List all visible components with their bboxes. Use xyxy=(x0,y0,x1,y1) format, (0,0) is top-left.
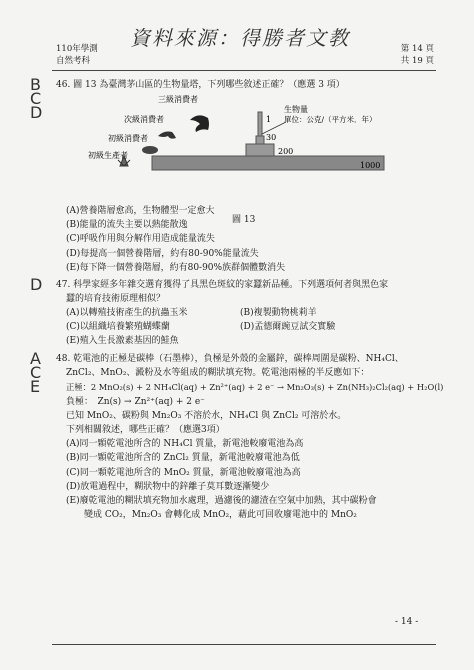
figure-caption: 圖 13 xyxy=(232,215,256,225)
question-48-ask: 下列相關敘述，哪些正確？（應選3項） xyxy=(66,425,225,436)
q48-option-d: (D)放電過程中，糊狀物中的鋅離子莫耳數逐漸變少 xyxy=(66,481,270,492)
label-tertiary: 三級消費者 xyxy=(158,95,198,104)
footer-rule xyxy=(52,644,436,645)
value-tertiary: 1 xyxy=(266,115,272,124)
margin-note-q47: D xyxy=(30,275,43,294)
subject-name: 自然考科 xyxy=(56,56,91,66)
q46-option-b: (B)能量的流失主要以熱能散逸 xyxy=(66,220,188,231)
bird-icon xyxy=(158,132,176,139)
q46-option-a: (A)營養階層愈高，生物體型一定愈大 xyxy=(66,206,215,216)
biomass-pyramid-figure xyxy=(80,94,390,208)
q47-option-e: (E)殖入生長激素基因的鮭魚 xyxy=(66,336,179,346)
q48-option-e: (E)廢乾電池的糊狀填充物加水處理，過濾後的濾渣在空氣中加熱，其中碳粉會 xyxy=(66,496,377,507)
margin-note-q46: B C D xyxy=(30,75,43,122)
rodent-icon xyxy=(142,146,158,154)
label-unit: 單位：公克/（平方米．年） xyxy=(284,115,377,124)
q46-option-d: (D)每提高一個營養階層，約有80-90%能量流失 xyxy=(66,248,259,259)
label-primary: 初級消費者 xyxy=(108,134,148,143)
bar-primary xyxy=(246,144,274,156)
bar-producer xyxy=(152,156,384,170)
value-primary: 200 xyxy=(278,147,294,156)
question-47 xyxy=(56,278,388,306)
bar-tertiary xyxy=(258,112,262,136)
q47-option-a: (A)以轉殖技術產生的抗蟲玉米 xyxy=(66,308,188,318)
q46-option-c: (C)呼吸作用與分解作用造成能量流失 xyxy=(66,234,215,245)
page-number: 第 14 頁 xyxy=(400,44,434,54)
q48-option-a: (A)同一顆乾電池所含的 NH₄Cl 質量，新電池較廢電池為高 xyxy=(66,439,304,450)
q47-option-d: (D)孟德爾豌豆試交實驗 xyxy=(240,322,336,332)
q46-option-e: (E)每下降一個營養階層，約有80-90%族群個體數消失 xyxy=(66,262,286,273)
q48-option-b: (B)同一顆乾電池所含的 ZnCl₂ 質量，新電池較廢電池為低 xyxy=(66,453,300,464)
q47-option-c: (C)以組織培養繁殖蝴蝶蘭 xyxy=(66,322,170,332)
handwritten-source: 資料來源：得勝者文教 xyxy=(130,26,350,50)
question-48 xyxy=(56,352,444,522)
question-47-options xyxy=(66,306,366,348)
question-46-stem: 46. 圖 13 為臺灣茅山區的生物量塔，下列哪些敘述正確？（應選 3 項） xyxy=(56,80,345,90)
footer-page-number: - 14 - xyxy=(395,617,419,627)
label-biomass: 生物量 xyxy=(284,105,308,114)
header-left xyxy=(56,43,98,67)
q47-option-b: (B)複製動物桃莉羊 xyxy=(240,308,317,318)
label-producer: 初級生產者 xyxy=(88,151,128,160)
eagle-icon xyxy=(190,115,209,132)
q48-option-c: (C)同一顆乾電池所含的 MnO₂ 質量，新電池較廢電池為高 xyxy=(66,467,301,478)
page-total: 共 19 頁 xyxy=(400,56,434,66)
label-secondary: 次級消費者 xyxy=(124,115,164,124)
margin-note-q48: A C E xyxy=(30,349,42,396)
question-47-stem-1: 47. 科學家經多年雜交選育獲得了具黑色斑紋的家蠶新品種。下列選項何者與黑色家 xyxy=(56,280,389,290)
bar-secondary xyxy=(256,136,264,144)
value-producer: 1000 xyxy=(360,161,381,170)
question-48-line-1: 48. 乾電池的正極是碳棒（石墨棒），負極是外殼的金屬鋅，碳棒周圍是碳粉、NH₄Cl、 xyxy=(56,354,404,364)
q48-option-e-cont: 變成 CO₂，Mn₂O₃ 會轉化成 MnO₂，藉此可回收廢電池中的 MnO₂ xyxy=(84,510,357,521)
known-solubility: 已知 MnO₂、碳粉與 Mn₂O₃ 不溶於水，NH₄Cl 與 ZnCl₂ 可溶於水。 xyxy=(66,410,347,421)
question-47-stem-2: 蠶的培育技術原理相似？ xyxy=(66,294,166,304)
positive-electrode-equation: 正極：2 MnO₂(s) + 2 NH₄Cl(aq) + Zn²⁺(aq) + 2 e⁻ → Mn₂O₃(s) + Zn(NH₃)₂Cl₂(aq) + H₂O(l) xyxy=(66,382,444,393)
question-46 xyxy=(56,78,345,92)
question-48-line-2: ZnCl₂、MnO₂、澱粉及水等組成的糊狀填充物。乾電池兩極的半反應如下： xyxy=(66,368,370,379)
header-rule xyxy=(52,70,436,71)
exam-name: 110年學測 xyxy=(56,44,98,54)
header-right xyxy=(401,43,434,67)
negative-electrode-equation: 負極： Zn(s) → Zn²⁺(aq) + 2 e⁻ xyxy=(66,396,205,407)
question-46-options xyxy=(66,204,285,275)
value-secondary: 30 xyxy=(266,133,277,142)
